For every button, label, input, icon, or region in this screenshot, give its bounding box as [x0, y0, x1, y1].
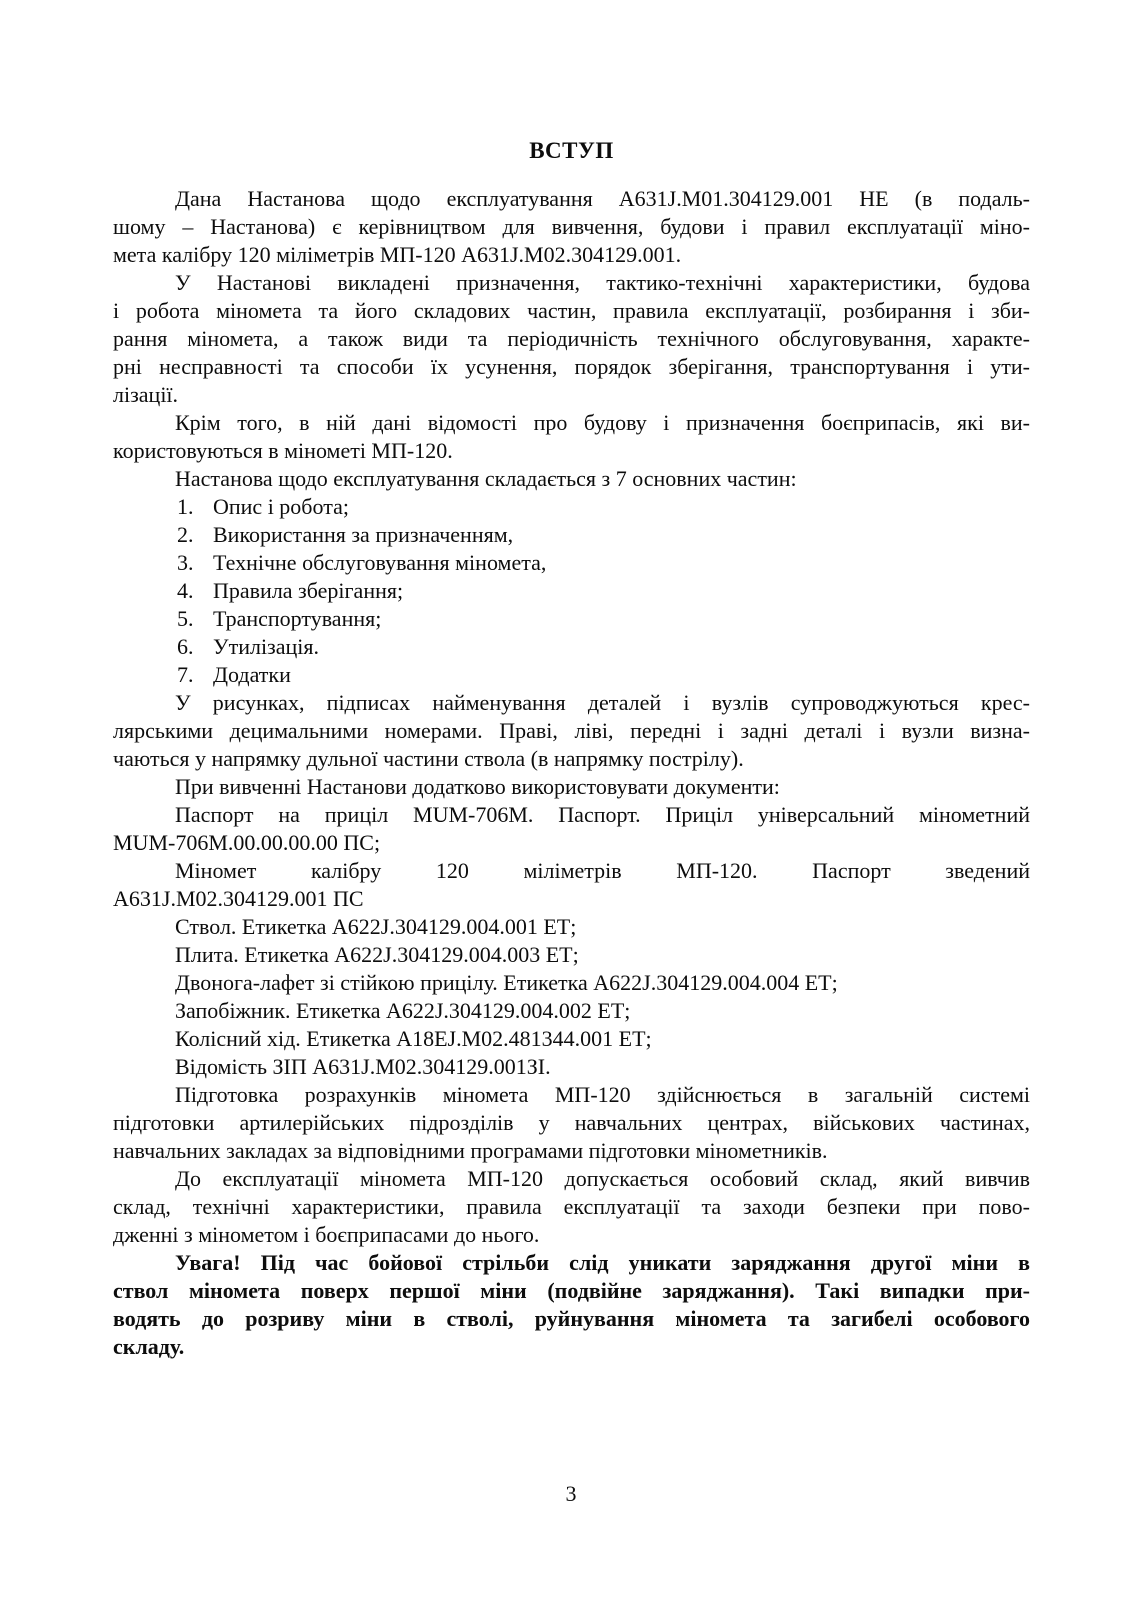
list-item-number: 1.	[177, 494, 194, 519]
paragraph-line: У Настанові викладені призначення, тактико-технічні характеристики, будова	[175, 270, 1030, 295]
list-item-number: 4.	[177, 578, 194, 603]
paragraph-line: Увага! Під час бойової стрільби слід уникати заряджання другої міни в	[175, 1250, 1030, 1275]
paragraph-line: водять до розриву міни в стволі, руйнування міномета та загибелі особового	[113, 1306, 1030, 1331]
paragraph	[113, 1081, 1030, 1165]
list-item	[113, 577, 1030, 605]
list-item	[113, 521, 1030, 549]
list-item	[113, 661, 1030, 689]
paragraph	[113, 409, 1030, 465]
paragraph-line: і робота міномета та його складових частин, правила експлуатації, розбирання і зби-	[113, 298, 1030, 323]
paragraph-line: Двонога-лафет зі стійкою прицілу. Етикетка А622J.304129.004.004 ЕТ;	[175, 970, 838, 995]
list-item-number: 2.	[177, 522, 194, 547]
page-title: ВСТУП	[529, 138, 614, 163]
list-item-text: Транспортування;	[213, 606, 382, 631]
paragraph	[113, 1165, 1030, 1249]
list-item-text: Правила зберігання;	[213, 578, 404, 603]
paragraph	[113, 185, 1030, 269]
paragraph-line: шому – Настанова) є керівництвом для вивчення, будови і правил експлуатації міно-	[113, 214, 1030, 239]
paragraph-line: Крім того, в ній дані відомості про будову і призначення боєприпасів, які ви-	[175, 410, 1030, 435]
paragraph-line: лярськими децимальними номерами. Праві, ліві, передні і задні деталі і вузли визна-	[113, 718, 1030, 743]
list-item-text: Утилізація.	[213, 634, 320, 659]
paragraph-line: складу.	[113, 1334, 185, 1359]
paragraph-line: До експлуатації міномета МП-120 допускається особовий склад, який вивчив	[175, 1166, 1030, 1191]
list-item-number: 3.	[177, 550, 194, 575]
list-item-number: 5.	[177, 606, 194, 631]
paragraph	[113, 1053, 1030, 1081]
list-item-text: Технічне обслуговування міномета,	[213, 550, 547, 575]
paragraph-line: Колісний хід. Етикетка А18ЕJ.М02.481344.001 ЕТ;	[175, 1026, 652, 1051]
paragraph-line: чаються у напрямку дульної частини ствола (в напрямку пострілу).	[113, 746, 744, 771]
list-item-text: Використання за призначенням,	[213, 522, 514, 547]
paragraph-line: мета калібру 120 міліметрів МП-120 А631J.М02.304129.001.	[113, 242, 682, 267]
document-body	[113, 185, 1030, 1361]
paragraph-line: Підготовка розрахунків міномета МП-120 здійснюється в загальній системі	[175, 1082, 1030, 1107]
paragraph-line: Плита. Етикетка А622J.304129.004.003 ЕТ;	[175, 942, 579, 967]
paragraph-line: У рисунках, підписах найменування деталей і вузлів супроводжуються крес-	[175, 690, 1030, 715]
paragraph-line: ствол міномета поверх першої міни (подвійне заряджання). Такі випадки при-	[113, 1278, 1030, 1303]
numbered-list	[113, 493, 1030, 689]
paragraph	[113, 773, 1030, 801]
paragraph-line: А631J.М02.304129.001 ПС	[113, 886, 364, 911]
paragraph-line: Ствол. Етикетка А622J.304129.004.001 ЕТ;	[175, 914, 577, 939]
list-item	[113, 493, 1030, 521]
paragraph-line: Запобіжник. Етикетка А622J.304129.004.002 ЕТ;	[175, 998, 631, 1023]
paragraph-line: Паспорт на приціл MUM-706М. Паспорт. Приціл універсальний мінометний	[175, 802, 1030, 827]
list-item-text: Додатки	[213, 662, 291, 687]
paragraph	[113, 1025, 1030, 1053]
paragraph	[113, 857, 1030, 913]
paragraph-line: Відомість ЗІП А631J.М02.304129.001ЗІ.	[175, 1054, 551, 1079]
paragraph	[113, 941, 1030, 969]
paragraph-line: рання міномета, а також види та періодичність технічного обслуговування, характе-	[113, 326, 1030, 351]
paragraph	[113, 997, 1030, 1025]
paragraph	[113, 269, 1030, 409]
paragraph-line: Міномет калібру 120 міліметрів МП-120. Паспорт зведений	[175, 858, 1030, 883]
paragraph	[113, 465, 1030, 493]
paragraph	[113, 969, 1030, 997]
paragraph	[113, 913, 1030, 941]
paragraph	[113, 801, 1030, 857]
warning-paragraph	[113, 1249, 1030, 1361]
paragraph-line: дженні з мінометом і боєприпасами до нього.	[113, 1222, 540, 1247]
paragraph	[113, 689, 1030, 773]
paragraph-line: MUM-706М.00.00.00.00 ПС;	[113, 830, 381, 855]
paragraph-line: рні несправності та способи їх усунення, порядок зберігання, транспортування і ути-	[113, 354, 1030, 379]
list-item	[113, 605, 1030, 633]
paragraph-line: склад, технічні характеристики, правила експлуатації та заходи безпеки при пово-	[113, 1194, 1030, 1219]
paragraph-line: Дана Настанова щодо експлуатування А631J.М01.304129.001 НЕ (в подаль-	[175, 186, 1030, 211]
list-item	[113, 549, 1030, 577]
list-item	[113, 633, 1030, 661]
page-number: 3	[565, 1481, 577, 1506]
paragraph-line: підготовки артилерійських підрозділів у навчальних центрах, військових частинах,	[113, 1110, 1030, 1135]
list-item-number: 7.	[177, 662, 194, 687]
paragraph-line: лізації.	[113, 382, 179, 407]
paragraph-line: навчальних закладах за відповідними програмами підготовки мінометників.	[113, 1138, 828, 1163]
paragraph-line: При вивченні Настанови додатково використовувати документи:	[175, 774, 780, 799]
list-item-number: 6.	[177, 634, 194, 659]
paragraph-line: Настанова щодо експлуатування складається з 7 основних частин:	[175, 466, 797, 491]
paragraph-line: користовуються в мінометі МП-120.	[113, 438, 453, 463]
list-item-text: Опис і робота;	[213, 494, 349, 519]
